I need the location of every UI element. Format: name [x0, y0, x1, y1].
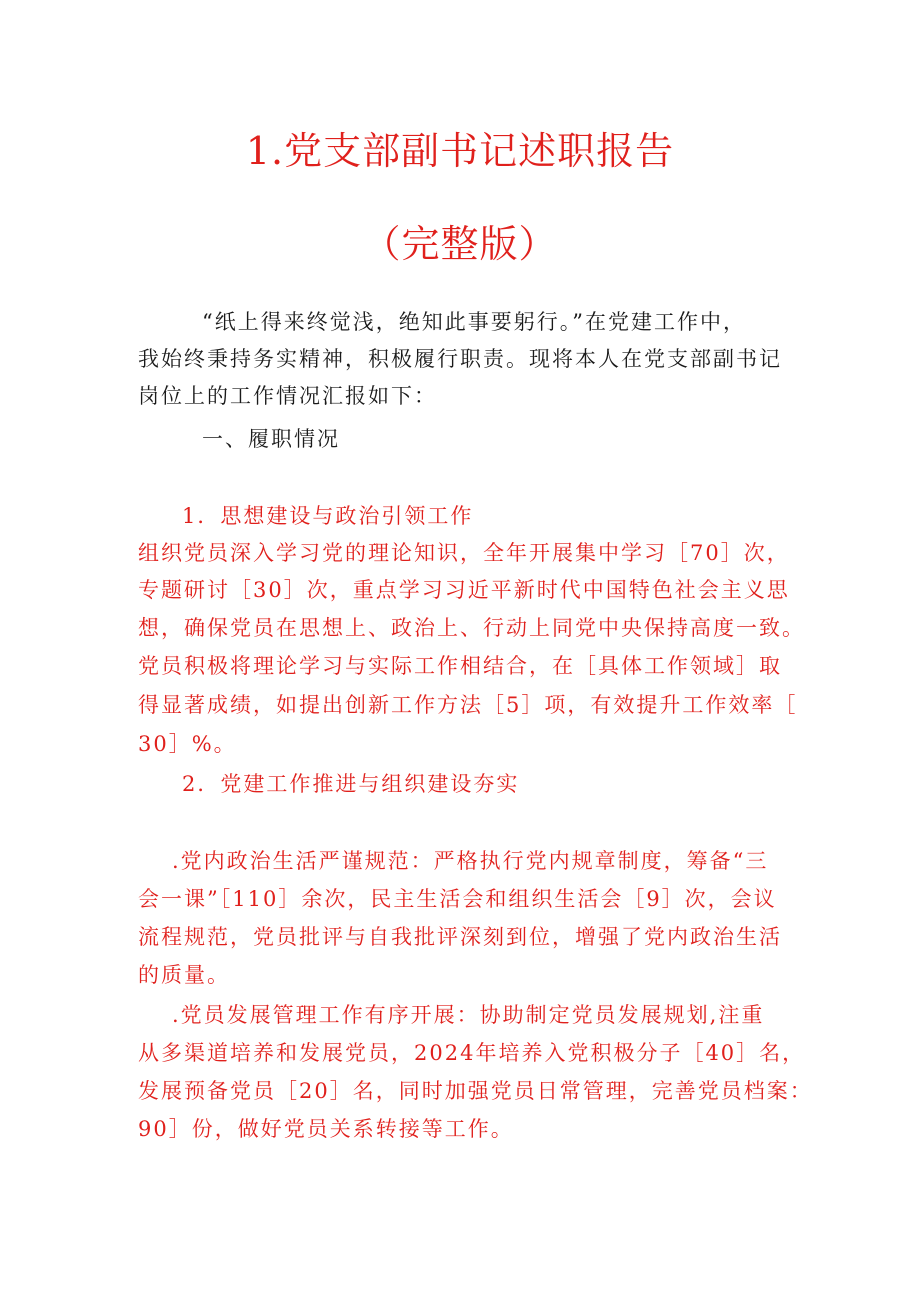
intro-line: 我始终秉持务实精神，积极履行职责。现将本人在党支部副书记: [138, 347, 782, 371]
item1-body-line: 30］%。: [138, 732, 237, 756]
item1-body-line: 得显著成绩，如提出创新工作方法［5］项，有效提升工作效率［: [138, 693, 798, 717]
item2-para2-line: 发展预备党员［20］名，同时加强党员日常管理，完善党员档案：: [138, 1079, 813, 1103]
intro-line: 岗位上的工作情况汇报如下：: [138, 384, 437, 408]
item1-body-line: 想，确保党员在思想上、政治上、行动上同党中央保持高度一致。: [138, 616, 805, 640]
item2-para1-line: 的质量。: [138, 963, 230, 987]
section-heading: 一、履职情况: [202, 427, 340, 451]
intro-line: “纸上得来终觉浅，绝知此事要躬行。”在党建工作中，: [202, 310, 746, 334]
document-title: 1.党支部副书记述职报告: [245, 129, 675, 173]
item2-para1-line: 流程规范，党员批评与自我批评深刻到位，增强了党内政治生活: [138, 925, 782, 949]
item2-para2-line: 从多渠道培养和发展党员，2024年培养入党积极分子［40］名，: [138, 1041, 806, 1065]
item2-para2-line: .党员发展管理工作有序开展：协助制定党员发展规划,注重: [172, 1003, 765, 1027]
item2-heading: 2．党建工作推进与组织建设夯实: [182, 772, 520, 796]
item1-body-line: 专题研讨［30］次，重点学习习近平新时代中国特色社会主义思: [138, 578, 790, 602]
item1-body-line: 组织党员深入学习党的理论知识，全年开展集中学习［70］次，: [138, 541, 790, 565]
item2-para2-line: 90］份，做好党员关系转接等工作。: [138, 1117, 514, 1141]
item2-para1-line: .党内政治生活严谨规范：严格执行党内规章制度，筹备“三: [172, 849, 769, 873]
item2-para1-line: 会一课”［110］余次，民主生活会和组织生活会［9］次，会议: [138, 887, 777, 911]
item1-heading: 1．思想建设与政治引领工作: [182, 504, 474, 528]
item1-body-line: 党员积极将理论学习与实际工作相结合，在［具体工作领域］取: [138, 654, 782, 678]
document-subtitle: （完整版）: [362, 222, 558, 266]
